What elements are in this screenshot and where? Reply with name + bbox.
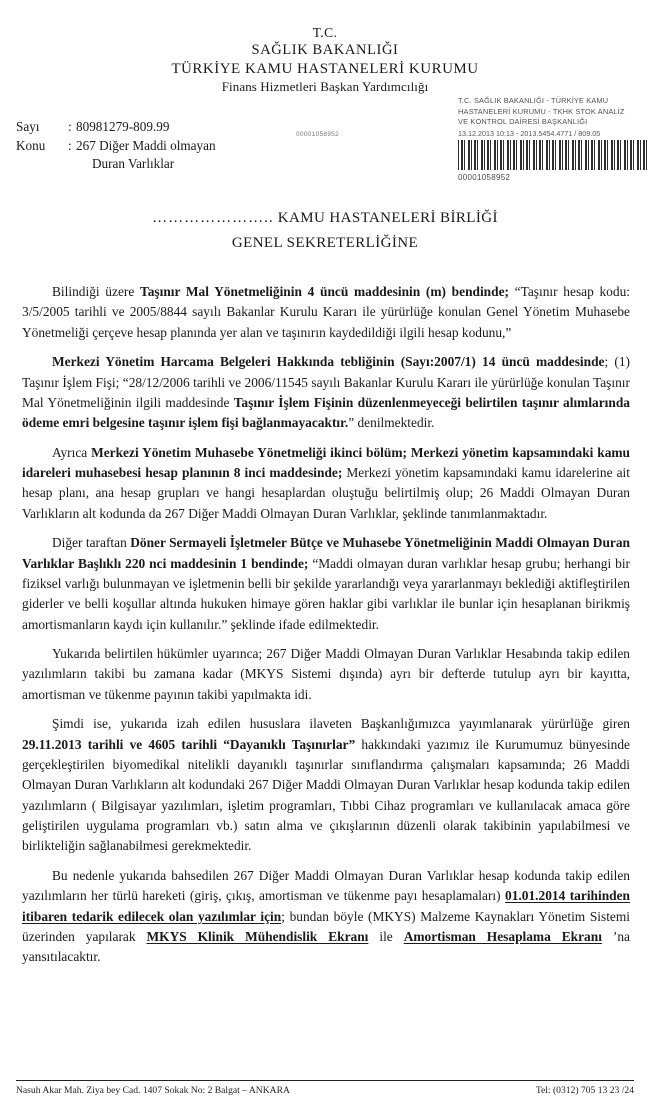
barcode-image — [458, 140, 650, 170]
p6-segment-1: Şimdi ise, yukarıda izah edilen hususlara ilaveten Başkanlığımızca yayımlanarak yürürlüğe giren — [52, 716, 630, 732]
p2-bold-1: Merkezi Yönetim Harcama Belgeleri Hakkında tebliğinin (Sayı:2007/1) 14 üncü maddesinde — [52, 354, 605, 370]
paragraph-7 — [22, 866, 630, 968]
letterhead-tc: T.C. — [312, 25, 338, 40]
p3-bold-1: Merkezi Yönetim Muhasebe Yönetmeliği ikinci bölüm; Merkezi yönetim kapsamındaki kamu idareleri muhasebesi hesap planının 8 inci maddesinde; — [22, 444, 630, 480]
p7-segment-3: ile — [368, 928, 404, 944]
p4-segment-2: “Maddi olmayan duran varlıklar hesap grubu; herhangi bir fiziksel varlığı bulunmayan ve işletmenin belli bir şekilde yararlandığı veya yararlanmayı beklediği aktifleştirilen giderler ve belli koşullar altında hukuken himaye gören haklar gibi varlıklar ile bunlar için hesaplanan birikmiş amortismanların kaydı için kullanılır.” şeklinde ifade edilmektedir. — [22, 555, 630, 632]
paragraph-1 — [22, 282, 630, 343]
konu-value: 267 Diğer Maddi olmayan — [76, 137, 216, 153]
p2-segment-1: ; (1) Taşınır İşlem Fişi; “28/12/2006 tarihli ve 2006/11545 sayılı Bakanlar Kurulu Kararı ile yürürlüğe konulan Taşınır Mal Yönetmeliğinin ilgili maddesinde — [22, 354, 630, 410]
esignature-stamp — [458, 96, 650, 196]
letterhead-institution: TÜRKİYE KAMU HASTANELERİ KURUMU — [171, 60, 479, 77]
sayi-value: 80981279-809.99 — [76, 119, 170, 134]
p7-segment-4: ’na yansıtılacaktır. — [22, 928, 630, 965]
recipient-dots: ………………….. — [152, 210, 274, 226]
footer-divider — [16, 1080, 634, 1081]
footer-row — [16, 1085, 634, 1096]
p5-segment-1: Yukarıda belirtilen hükümler uyarınca; 267 Diğer Maddi Olmayan Duran Varlıklar Hesabında takip edilen yazılımların takibi bu zamana kadar (MKYS Sistemi dışında) ayrı bir defterde tutulup ayrı bir kayıtta, amortisman ve tükenme payının takibi yapılmakta idi. — [22, 646, 630, 702]
footer-address: Nasuh Akar Mah. Ziya bey Cad. 1407 Sokak No: 2 Balgat – ANKARA — [16, 1085, 290, 1096]
letterhead — [0, 0, 650, 96]
sayi-label: Sayı — [16, 119, 40, 134]
p4-segment-1: Diğer taraftan — [52, 535, 131, 551]
p7-segment-1: Bu nedenle yukarıda bahsedilen 267 Diğer Maddi Olmayan Duran Varlıklar hesap kodunda takip edilen yazılımların her türlü hareketi (giriş, çıkış, amortisman ve tükenme payı hesaplamaları) — [22, 867, 630, 904]
p1-bold-1: Taşınır Mal Yönetmeliğinin 4 üncü maddesinin (m) bendinde; — [140, 284, 509, 299]
recipient-block — [0, 206, 650, 256]
p7-segment-2: ; bundan böyle (MKYS) Malzeme Kaynakları Yönetim Sistemi üzerinden yapılarak — [22, 908, 631, 944]
stamp-line-2: HASTANELERİ KURUMU - TKHK STOK ANALİZ — [458, 106, 625, 116]
stamp-reference: 13.12.2013 10:13 - 2013.5454.4771 / 809.05 — [458, 128, 601, 138]
p3-segment-1: Ayrıca — [52, 444, 92, 460]
p1-segment-2: “Taşınır hesap kodu: 3/5/2005 tarihli ve 2005/8844 sayılı Bakanlar Kurulu Kararı ile yürürlüğe konulan Genel Yönetim Muhasebe Yönetmeliği çerçeve hesap planında yer alan ve taşınırın kaydedildiği ilgili hesap kodunu,” — [22, 284, 630, 340]
paragraph-2 — [22, 352, 630, 434]
p1-segment-1: Bilindiği üzere — [52, 284, 140, 299]
paragraph-3 — [22, 443, 630, 525]
p4-bold-1: Döner Sermayeli İşletmeler Bütçe ve Muhasebe Yönetmeliğinin Maddi Olmayan Duran Varlıklar Başlıklı 220 nci maddesinin 1 bendinde; — [22, 535, 630, 571]
barcode-number: 00001058952 — [458, 172, 511, 182]
recipient-line-2: GENEL SEKRETERLİĞİNE — [231, 234, 419, 251]
page-footer — [16, 1080, 634, 1096]
letterhead-ministry: SAĞLIK BAKANLIĞI — [251, 42, 399, 59]
recipient-organization: KAMU HASTANELERİ BİRLİĞİ — [277, 210, 498, 226]
p6-segment-2: hakkındaki yazımız ile Kurumumuz bünyesinde gerçekleştirilen biyomedikal nitelikli dayanıklı taşınırlar sınıflandırma çalışmaları kapsamında; 26 Maddi Olmayan Duran Varlıkların alt kodundaki 267 Diğer Maddi Olmayan Duran Varlıklar hesap kodunda takip edilen yazılımların ( Bilgisayar yazılımları, işletim programları, Tıbbi Cihaz programları ve kullanılacak amaca göre geliştirilen uygulama programları vb.) satın alma ve çıkışlarının düzenli olarak takibinin yapılabilmesi ve birlikteliğin sağlanabilmesi gerekmektedir. — [22, 736, 630, 854]
stamp-line-1: T.C. SAĞLIK BAKANLIĞI - TÜRKİYE KAMU — [458, 96, 609, 105]
document-metadata — [16, 118, 216, 174]
p7-underline-2: MKYS Klinik Mühendislik Ekranı — [146, 928, 369, 944]
p3-segment-2: Merkezi yönetim kapsamındaki kamu idarelerine ait hesap planı, ana hesap grupları ve hangi hesaplardan oluştuğu belirtilmiş olup; 26 Maddi Olmayan Duran Varlıkların alt kodunda da 267 Diğer Maddi Olmayan Duran Varlıklar, şeklinde tanımlanmaktadır. — [22, 465, 630, 521]
metadata-row-sayi — [16, 118, 216, 137]
sayi-colon: : — [68, 119, 72, 134]
p2-bold-2: Taşınır İşlem Fişinin düzenlenmeyeceği belirtilen taşınır alımlarında ödeme emri belgesine taşınır işlem fişi bağlanmayacaktır. — [22, 394, 630, 431]
recipient-line-1 — [0, 206, 650, 231]
p6-bold-1: 29.11.2013 tarihli ve 4605 tarihli “Dayanıklı Taşınırlar” — [22, 736, 356, 752]
konu-value-continued: Duran Varlıklar — [92, 156, 175, 172]
konu-label: Konu — [16, 137, 46, 153]
barcode-number-overlay: 00001058952 — [296, 131, 340, 138]
document-body — [22, 282, 630, 968]
footer-phone: Tel: (0312) 705 13 23 /24 — [535, 1085, 634, 1096]
paragraph-6 — [22, 714, 630, 857]
metadata-row-konu — [16, 137, 216, 156]
p2-segment-2: ” denilmektedir. — [348, 415, 435, 431]
stamp-line-3: VE KONTROL DAİRESİ BAŞKANLIĞI — [458, 117, 588, 127]
p7-underline-3: Amortisman Hesaplama Ekranı — [403, 928, 602, 944]
paragraph-5 — [22, 644, 630, 705]
letterhead-department: Finans Hizmetleri Başkan Yardımcılığı — [221, 79, 429, 94]
konu-colon: : — [68, 137, 72, 153]
paragraph-4 — [22, 533, 630, 635]
p7-underline-1: 01.01.2014 tarihinden itibaren tedarik edilecek olan yazılımlar için — [22, 888, 630, 924]
